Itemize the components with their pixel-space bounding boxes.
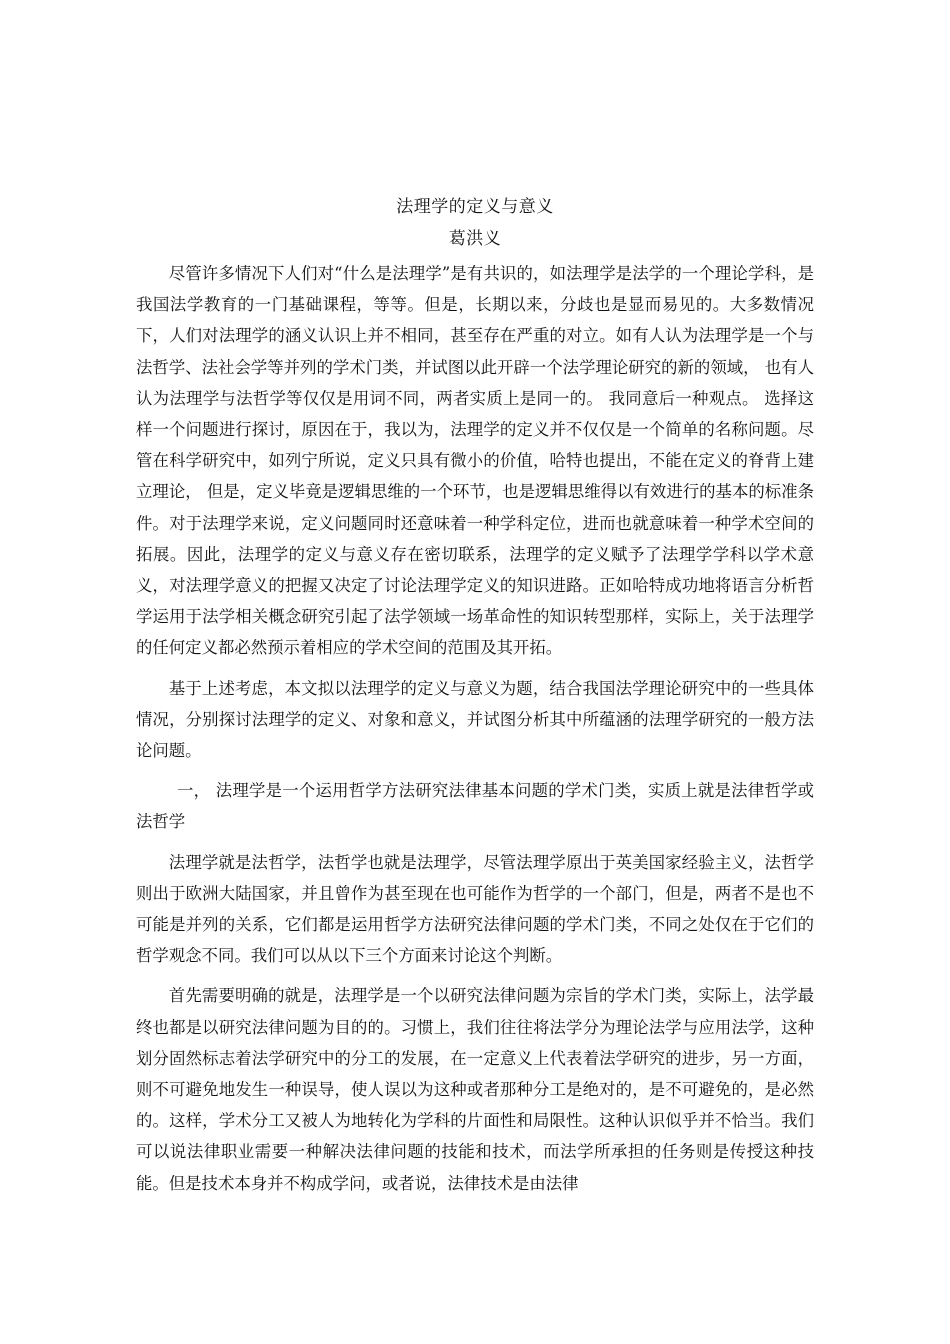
document-body — [136, 258, 814, 1208]
document-author: 葛洪义 — [448, 229, 502, 249]
section-heading-1: 一， 法理学是一个运用哲学方法研究法律基本问题的学术门类，实质上就是法律哲学或法哲学 — [136, 781, 814, 832]
document-title: 法理学的定义与意义 — [396, 197, 554, 217]
paragraph-intro: 尽管许多情况下人们对“什么是法理学”是有共识的，如法理学是法学的一个理论学科，是我国法学教育的一门基础课程，等等。但是，长期以来，分歧也是显而易见的。大多数情况下，人们对法理学的涵义认识上并不相同，甚至存在严重的对立。如有人认为法理学是一个与法哲学、法社会学等并列的学术门类，并试图以此开辟一个法学理论研究的新的领域， 也有人认为法理学与法哲学等仅仅是用词不同，两者实质上是同一的。 我同意后一种观点。 选择这样一个问题进行探讨，原因在于，我以为，法理学的定义并不仅仅是一个简单的名称问题。尽管在科学研究中，如列宁所说，定义只具有微小的价值，哈特也提出，不能在定义的脊背上建立理论， 但是，定义毕竟是逻辑思维的一个环节，也是逻辑思维得以有效进行的基本的标准条件。对于法理学来说，定义问题同时还意味着一种学科定位，进而也就意味着一种学术空间的拓展。因此，法理学的定义与意义存在密切联系，法理学的定义赋予了法理学学科以学术意义，对法理学意义的把握又决定了讨论法理学定义的知识进路。正如哈特成功地将语言分析哲学运用于法学相关概念研究引起了法学领域一场革命性的知识转型那样，实际上，关于法理学的任何定义都必然预示着相应的学术空间的范围及其开拓。 — [136, 264, 814, 658]
paragraph-purpose: 基于上述考虑，本文拟以法理学的定义与意义为题，结合我国法学理论研究中的一些具体情况，分别探讨法理学的定义、对象和意义，并试图分析其中所蕴涵的法理学研究的一般方法论问题。 — [136, 678, 814, 761]
paragraph-section-1a: 法理学就是法哲学，法哲学也就是法理学，尽管法理学原出于英美国家经验主义，法哲学则出于欧洲大陆国家，并且曾作为甚至现在也可能作为哲学的一个部门，但是，两者不是也不可能是并列的关系，它们都是运用哲学方法研究法律问题的学术门类，不同之处仅在于它们的哲学观念不同。我们可以从以下三个方面来讨论这个判断。 — [136, 852, 814, 966]
paragraph-section-1b: 首先需要明确的就是，法理学是一个以研究法律问题为宗旨的学术门类，实际上，法学最终也都是以研究法律问题为目的的。习惯上，我们往往将法学分为理论法学与应用法学，这种划分固然标志着法学研究中的分工的发展，在一定意义上代表着法学研究的进步，另一方面，则不可避免地发生一种误导，使人误以为这种或者那种分工是绝对的，是不可避免的，是必然的。这样，学术分工又被人为地转化为学科的片面性和局限性。这种认识似乎并不恰当。我们可以说法律职业需要一种解决法律问题的技能和技术，而法学所承担的任务则是传授这种技能。但是技术本身并不构成学问，或者说，法律技术是由法律 — [136, 986, 814, 1193]
